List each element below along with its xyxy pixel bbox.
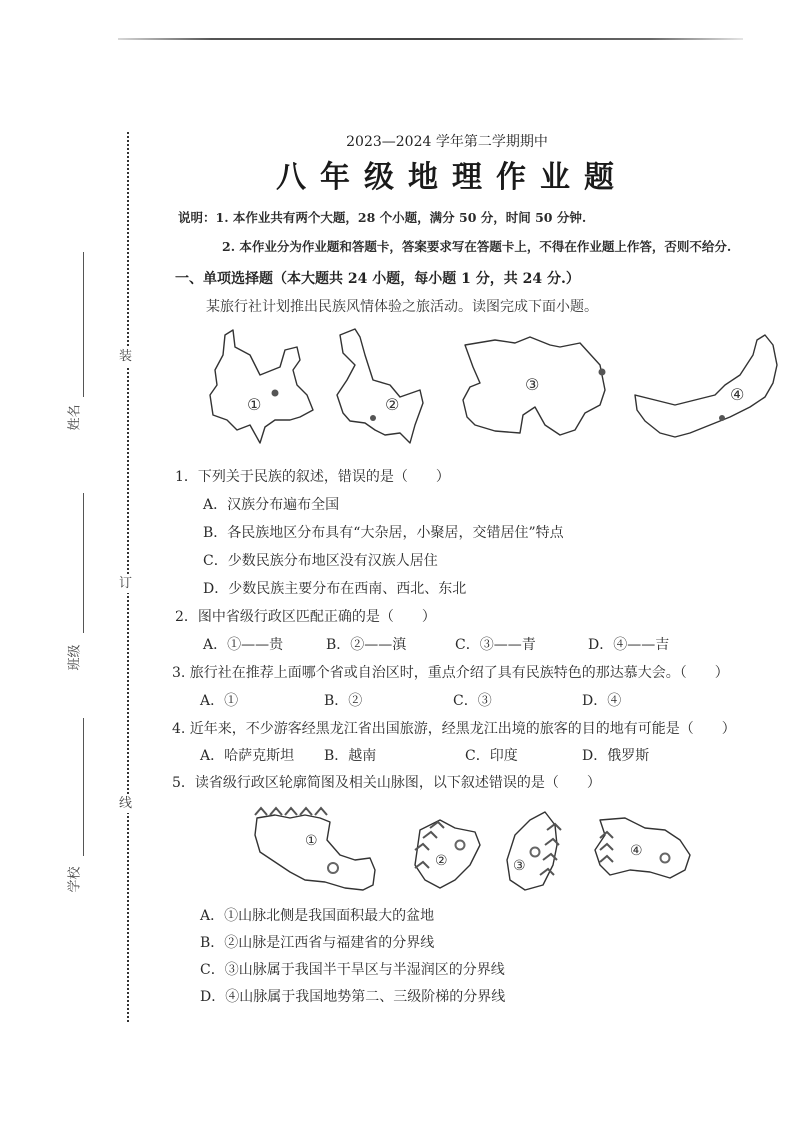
svg-text:②: ② xyxy=(385,395,400,414)
section-intro: 某旅行社计划推出民族风情体验之旅活动。读图完成下面小题。 xyxy=(206,299,598,315)
q1-option-b[interactable]: B．各民族地区分布具有“大杂居，小聚居，交错居住”特点 xyxy=(203,525,564,541)
q2-option-a[interactable]: A．①——贵 xyxy=(203,637,284,653)
q5-option-b[interactable]: B．②山脉是江西省与福建省的分界线 xyxy=(200,935,435,951)
q5-option-c[interactable]: C．③山脉属于我国半干旱区与半湿润区的分界线 xyxy=(200,962,505,978)
q4-option-d[interactable]: D．俄罗斯 xyxy=(582,748,650,764)
svg-text:④: ④ xyxy=(730,385,745,404)
q2-option-b[interactable]: B．②——滇 xyxy=(326,637,407,653)
question-5-stem: 5．读省级行政区轮廓简图及相关山脉图，以下叙述错误的是（ ） xyxy=(172,775,601,791)
mountain-outlines-figure xyxy=(245,800,705,895)
province-map-2 xyxy=(337,329,423,443)
svg-text:①: ① xyxy=(305,833,318,849)
q3-option-a[interactable]: A．① xyxy=(200,693,239,709)
name-field-label: 姓名 xyxy=(67,404,83,431)
instruction-1: 说明：1. 本作业共有两个大题，28 个小题，满分 50 分，时间 50 分钟. xyxy=(178,210,587,225)
svg-text:②: ② xyxy=(435,853,448,869)
top-rule xyxy=(118,38,743,40)
svg-text:③: ③ xyxy=(513,858,526,874)
exam-title: 八年级地理作业题 xyxy=(276,160,628,195)
province-map-3 xyxy=(463,337,606,435)
q2-option-d[interactable]: D．④——吉 xyxy=(588,637,670,653)
q1-option-c[interactable]: C．少数民族分布地区没有汉族人居住 xyxy=(203,553,438,569)
mountain-map-2 xyxy=(415,820,480,888)
svg-text:③: ③ xyxy=(525,375,540,394)
class-blank-line[interactable] xyxy=(83,493,84,633)
question-3-stem: 3. 旅行社在推荐上面哪个省或自治区时，重点介绍了具有民族特色的那达慕大会。（ ） xyxy=(172,665,729,681)
q1-option-d[interactable]: D．少数民族主要分布在西南、西北、东北 xyxy=(203,581,467,597)
q3-option-d[interactable]: D．④ xyxy=(582,693,622,709)
school-blank-line[interactable] xyxy=(83,718,84,856)
q2-option-c[interactable]: C．③——青 xyxy=(455,637,536,653)
svg-text:①: ① xyxy=(247,395,262,414)
name-blank-line[interactable] xyxy=(83,252,84,397)
q4-option-a[interactable]: A．哈萨克斯坦 xyxy=(200,748,295,764)
binding-mark-xian: 线 xyxy=(119,796,133,811)
mountain-map-1 xyxy=(255,808,375,890)
instruction-2: 2. 本作业分为作业题和答题卡，答案要求写在答题卡上，不得在作业题上作答，否则不给分. xyxy=(222,239,732,254)
q1-option-a[interactable]: A．汉族分布遍布全国 xyxy=(203,497,340,513)
q4-option-b[interactable]: B．越南 xyxy=(324,748,377,764)
binding-mark-zhuang: 装 xyxy=(119,349,133,364)
province-map-4 xyxy=(635,335,777,437)
q3-option-b[interactable]: B．② xyxy=(324,693,363,709)
q4-option-c[interactable]: C．印度 xyxy=(465,748,518,764)
province-outlines-figure xyxy=(205,325,780,450)
class-field-label: 班级 xyxy=(67,644,83,671)
question-1-stem: 1．下列关于民族的叙述，错误的是（ ） xyxy=(175,469,450,485)
question-2-stem: 2．图中省级行政区匹配正确的是（ ） xyxy=(175,609,436,625)
q5-option-d[interactable]: D．④山脉属于我国地势第二、三级阶梯的分界线 xyxy=(200,989,506,1005)
q3-option-c[interactable]: C．③ xyxy=(453,693,492,709)
mountain-map-4 xyxy=(595,818,690,878)
mountain-map-3 xyxy=(507,812,561,890)
svg-text:④: ④ xyxy=(630,843,643,859)
q5-option-a[interactable]: A．①山脉北侧是我国面积最大的盆地 xyxy=(200,908,435,924)
binding-mark-ding: 订 xyxy=(119,576,133,591)
province-map-1 xyxy=(210,330,313,443)
section-heading: 一、单项选择题（本大题共 24 小题，每小题 1 分，共 24 分.） xyxy=(175,271,580,287)
school-field-label: 学校 xyxy=(67,866,83,893)
exam-subtitle: 2023—2024 学年第二学期期中 xyxy=(346,134,548,150)
question-4-stem: 4. 近年来，不少游客经黑龙江省出国旅游，经黑龙江出境的旅客的目的地有可能是（ ） xyxy=(172,721,736,737)
